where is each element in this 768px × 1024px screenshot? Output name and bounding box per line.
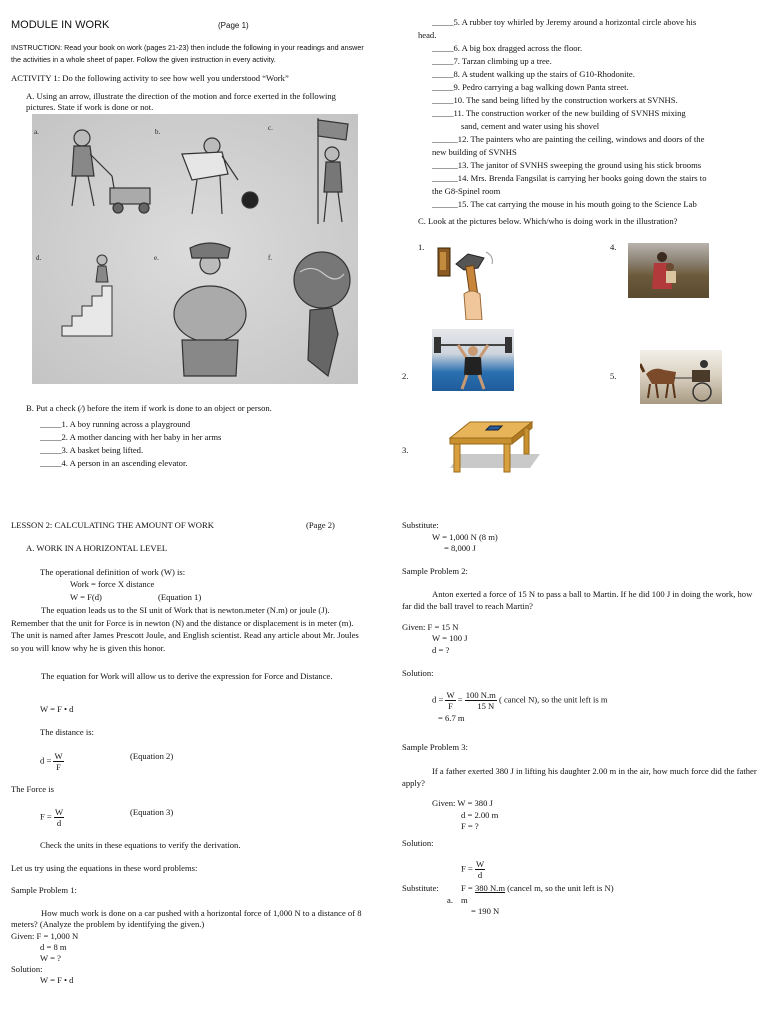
sp3-denominator-m: m: [461, 895, 468, 905]
list-item-10: _____10. The sand being lifted by the construction workers at SVNHS.: [432, 95, 678, 105]
weightlifter-picture: [432, 329, 514, 391]
si-unit-paragraph: The equation leads us to the SI unit of Work that is newton.meter (N.m) or joule (J). Remember that the unit for Force is in newton (N) and the distance or displacement is in meter (m). The unit is named after James Prescott Joule, and English scientist. Read any article about Mr. Joules so you will know why he is given this honor.: [11, 605, 359, 653]
sp1-solution-label: Solution:: [11, 964, 43, 974]
sp1-given-work: W = ?: [40, 953, 61, 963]
sample-problem-1-title: Sample Problem 1:: [11, 885, 77, 895]
part-c-number-5: 5.: [610, 371, 617, 381]
part-c-number-2: 2.: [402, 371, 409, 381]
check-units-text: Check the units in these equations to verify the derivation.: [40, 840, 241, 850]
part-a-instruction: A. Using an arrow, illustrate the direction of the motion and force exerted in the following pictures. State if work is done or not.: [26, 91, 336, 112]
picture-letter-f: f.: [268, 254, 273, 262]
picture-letter-d: d.: [36, 254, 42, 262]
list-item-15: ______15. The cat carrying the mouse in his mouth going to the Science Lab: [432, 199, 697, 209]
section-a-heading: A. WORK IN A HORIZONTAL LEVEL: [26, 543, 168, 553]
part-c-number-3: 3.: [402, 445, 409, 455]
list-item-14-cont: the G8-Spinel room: [432, 186, 501, 196]
sample-problem-3-text: If a father exerted 380 J in lifting his daughter 2.00 m in the air, how much force did the father apply?: [402, 766, 757, 788]
part-c-instruction: C. Look at the pictures below. Which/who is doing work in the illustration?: [418, 216, 678, 226]
sp1-substitution: W = 1,000 N (8 m): [432, 532, 498, 542]
list-item-5: _____5. A rubber toy whirled by Jeremy around a horizontal circle above his: [432, 17, 697, 27]
sp3-solution-label: Solution:: [402, 838, 434, 848]
activity-pictures-illustration: [32, 114, 358, 384]
definition-line-1: Work = force X distance: [70, 579, 155, 589]
horse-carriage-picture: [640, 350, 722, 404]
list-item-9: _____9. Pedro carrying a bag walking down Panta street.: [432, 82, 629, 92]
equation-1-label: (Equation 1): [158, 592, 202, 602]
equation-2-label: (Equation 2): [130, 751, 174, 761]
list-item-11-cont: sand, cement and water using his shovel: [461, 121, 600, 131]
picture-letter-a: a.: [34, 128, 39, 136]
part-b-item-2: _____2. A mother dancing with her baby in her arms: [40, 432, 222, 442]
sp3-formula: F = $\frac{W}{d}$: [461, 859, 485, 880]
instruction-text: INSTRUCTION: Read your book on work (pages 21-23) then include the following in your readings and answer the activities in a whole sheet of paper. Follow the given instruction in every activity.: [11, 43, 364, 64]
list-item-13: ______13. The janitor of SVNHS sweeping the ground using his stick brooms: [432, 160, 702, 170]
derivation-paragraph: The equation for Work will allow us to derive the expression for Force and Distance.: [41, 671, 333, 681]
force-is-label: The Force is: [11, 784, 54, 794]
list-item-7: _____7. Tarzan climbing up a tree.: [432, 56, 552, 66]
part-c-number-1: 1.: [418, 242, 425, 252]
equation-2: d = $\frac{W}{F}$: [40, 751, 63, 772]
list-item-6: _____6. A big box dragged across the floor.: [432, 43, 583, 53]
table-with-book-picture: [440, 418, 540, 480]
sp3-given-work: Given: W = 380 J: [432, 798, 493, 808]
page-label: (Page 1): [218, 21, 249, 30]
sp1-result: = 8,000 J: [444, 543, 476, 553]
part-b-item-4: _____4. A person in an ascending elevator.: [40, 458, 188, 468]
definition-line-2: W = F(d): [70, 592, 102, 602]
sp2-given-distance: d = ?: [432, 645, 450, 655]
equation-3-numerator: W: [54, 807, 64, 817]
page2-label: (Page 2): [306, 520, 335, 530]
equation-3-label: (Equation 3): [130, 807, 174, 817]
picture-letter-c: c.: [268, 124, 273, 132]
activity-pictures-panel: [32, 114, 358, 384]
distance-is-label: The distance is:: [40, 727, 94, 737]
sample-problem-1-text: How much work is done on a car pushed with a horizontal force of 1,000 N to a distance of 8 meters? (Analyze the problem by identifying the given.): [11, 908, 362, 929]
sp2-solution-equation: d = $\frac{W}{F}$ = $\frac{100 N.m}{15 N}$ ( cancel N), so the unit left is m: [432, 690, 608, 711]
equation-3-denominator: d: [56, 818, 62, 828]
list-item-5-cont: head.: [418, 30, 437, 40]
hammer-nail-picture: [434, 242, 504, 320]
sp3-cancel-note: (cancel m, so the unit left is N): [507, 883, 614, 893]
part-b-item-3: _____3. A basket being lifted.: [40, 445, 144, 455]
activity1-heading: ACTIVITY 1: Do the following activity to see how well you understood “Work”: [11, 73, 289, 83]
sp3-substitute-label: Substitute:: [402, 883, 439, 893]
sample-problem-2-title: Sample Problem 2:: [402, 566, 468, 576]
sp1-solution-equation: W = F • d: [40, 975, 74, 985]
sample-problem-3-title: Sample Problem 3:: [402, 742, 468, 752]
sp2-given-force: Given: F = 15 N: [402, 622, 459, 632]
lets-try-text: Let us try using the equations in these word problems:: [11, 863, 198, 873]
definition-intro: The operational definition of work (W) is:: [40, 567, 186, 577]
list-item-12: ______12. The painters who are painting the ceiling, windows and doors of the: [432, 134, 705, 144]
equation-3: F = $\frac{W}{d}$: [40, 807, 64, 828]
sp2-result: = 6.7 m: [438, 713, 465, 723]
sp3-given-force: F = ?: [461, 821, 479, 831]
sp1-given-force: Given: F = 1,000 N: [11, 931, 79, 941]
sp3-substitution: F = 380 N.m (cancel m, so the unit left is N): [461, 883, 614, 893]
sp3-substitution-numerator: 380 N.m: [474, 883, 506, 893]
equation-2-numerator: W: [54, 751, 63, 761]
module-title: MODULE IN WORK: [11, 19, 110, 31]
part-c-number-4: 4.: [610, 242, 617, 252]
list-item-14: ______14. Mrs. Brenda Fangsilat is carrying her books going down the stairs to: [432, 173, 707, 183]
part-b-item-1: _____1. A boy running across a playground: [40, 419, 191, 429]
sp3-item-a: a.: [447, 895, 453, 905]
mother-carrying-child-picture: [628, 243, 709, 298]
sp3-result: = 190 N: [471, 906, 500, 916]
sp1-given-distance: d = 8 m: [40, 942, 67, 952]
lesson2-title: LESSON 2: CALCULATING THE AMOUNT OF WORK: [11, 520, 214, 530]
list-item-11: _____11. The construction worker of the new building of SVNHS mixing: [432, 108, 686, 118]
substitute-label: Substitute:: [402, 520, 439, 530]
picture-letter-b: b.: [155, 128, 161, 136]
equation-2-denominator: F: [56, 762, 61, 772]
sp2-solution-label: Solution:: [402, 668, 434, 678]
picture-letter-e: e.: [154, 254, 159, 262]
work-equation: W = F • d: [40, 704, 74, 714]
sp2-cancel-note: ( cancel N), so the unit left is m: [498, 694, 608, 705]
sp2-given-work: W = 100 J: [432, 633, 468, 643]
sample-problem-2-text: Anton exerted a force of 15 N to pass a ball to Martin. If he did 100 J in doing the work, how far did the ball travel to reach Martin?: [402, 589, 753, 611]
list-item-12-cont: new building of SVNHS: [432, 147, 517, 157]
list-item-8: _____8. A student walking up the stairs of G10-Rhodonite.: [432, 69, 635, 79]
sp3-given-distance: d = 2.00 m: [461, 810, 499, 820]
part-b-instruction: B. Put a check (⁄) before the item if work is done to an object or person.: [26, 403, 272, 413]
